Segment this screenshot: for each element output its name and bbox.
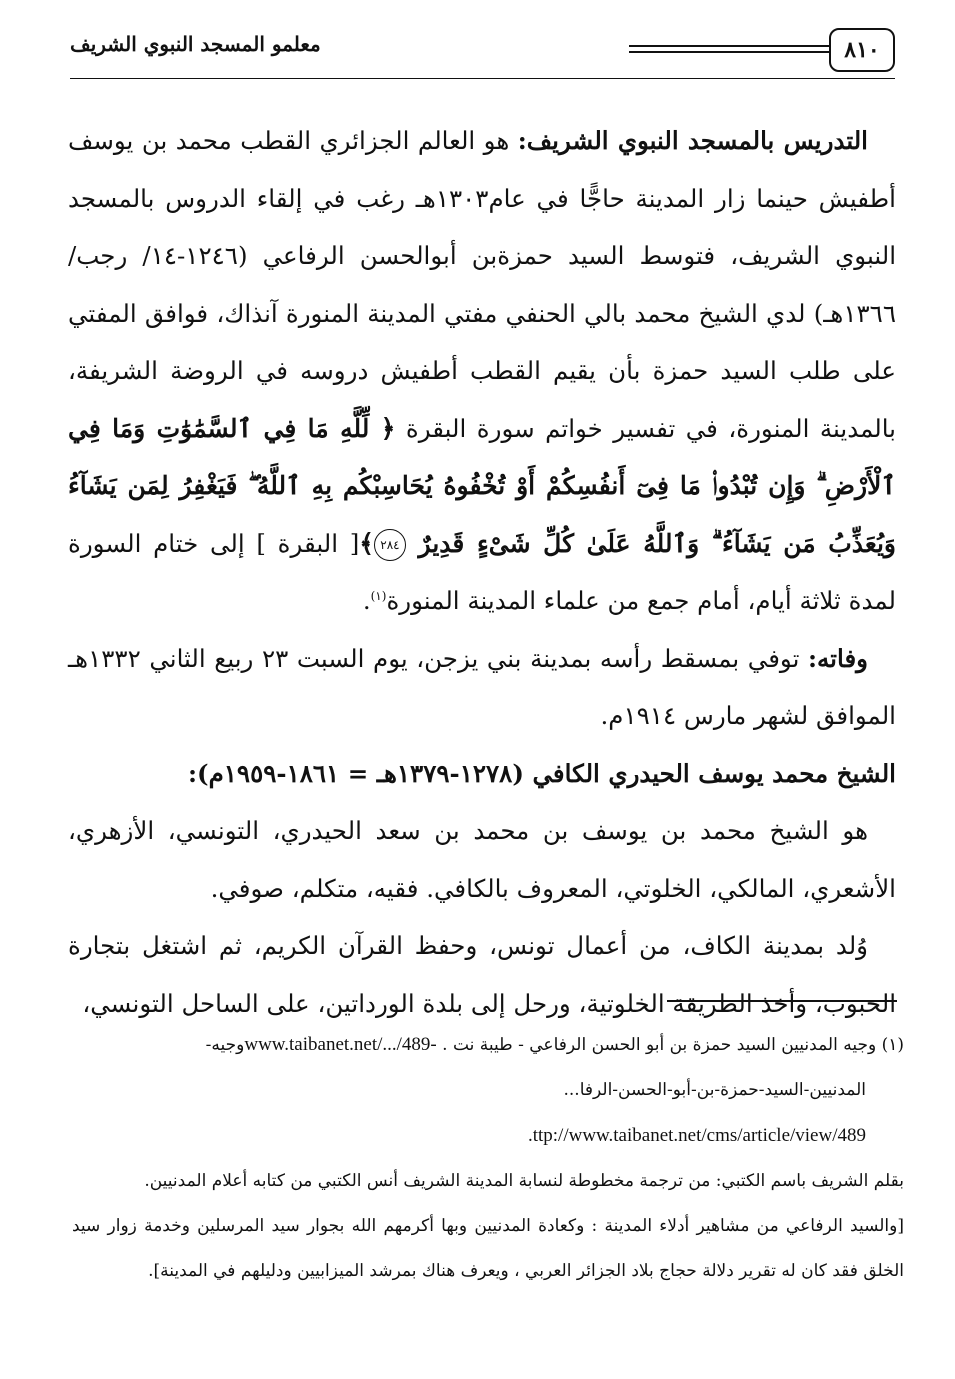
footnotes <box>72 1022 904 1294</box>
footnote-1-line3 <box>72 1113 904 1159</box>
text-surah-ref: [ البقرة ] إلى ختام السورة لمدة ثلاثة أيام، أمام جمع من علماء المدينة المنورة <box>68 528 896 615</box>
footnote-2: بقلم الشريف باسم الكتبي: من ترجمة مخطوطة لنسابة المدينة الشريف أنس الكتبي من كتابه أعلام المدنيين. <box>144 1171 904 1191</box>
header-double-rule <box>629 45 829 47</box>
paragraph-bio: هو الشيخ محمد بن يوسف بن محمد بن سعد الحيدري، التونسي، الأزهري، الأشعري، المالكي، الخلوتي، المعروف بالكافي. فقيه، متكلم، صوفي. <box>68 816 896 903</box>
footnote-1-line2: المدنيين-السيد-حمزة-بن-أبو-الحسن-الرفا... <box>563 1080 866 1100</box>
page-header <box>70 24 895 82</box>
heading-teaching: التدريس بالمسجد النبوي الشريف: <box>517 126 868 155</box>
heading-sheikh-haidari: الشيخ محمد يوسف الحيدري الكافي (١٢٧٨-١٣٧٩هـ = ١٨٦١-١٩٥٩م): <box>187 758 896 788</box>
quran-close-bracket: ﴾ <box>359 528 374 558</box>
footnote-3: [والسيد الرفاعي من مشاهير أدلاء المدينة : وكعادة المدنيين وبها أكرمهم الله بجوار سيد المرسلين وخدمة زوار سيد الخلق فقد كان له تقرير دلالة حجاج بلاد الجزائر العربي ، ويعرف هناك بمرشد الميزابيين ودليلهم في المدينة]. <box>72 1216 904 1281</box>
quran-open-bracket: ﴿ <box>380 413 396 443</box>
running-title: معلمو المسجد النبوي الشريف <box>70 32 321 56</box>
paragraph-birth: وُلد بمدينة الكاف، من أعمال تونس، وحفظ القرآن الكريم، ثم اشتغل بتجارة الحبوب، وأخذ الطريقة الخلوتية، ورحل إلى بلدة الورداتين، على الساحل التونسي، <box>68 931 896 1018</box>
text-end: . <box>362 586 371 615</box>
footnote-1-tail: وجيه- <box>205 1035 245 1055</box>
text-teaching: هو العالم الجزائري القطب محمد بن يوسف أطفيش حينما زار المدينة حاجًّا في عام١٣٠٣هـ رغب في إلقاء الدروس بالمسجد النبوي الشريف، فتوسط السيد حمزةبن أبوالحسن الرفاعي (١٢٤٦-١٤/ رجب/ ١٣٦٦هـ) لدي الشيخ محمد بالي الحنفي مفتي المدينة المنورة آنذاك، فوافق المفتي على طلب السيد حمزة بأن يقيم القطب أطفيش دروسه في الروضة الشريفة، بالمدينة المنورة، في تفسير خواتم سورة البقرة <box>68 126 897 443</box>
footnote-1 <box>72 1022 904 1068</box>
main-text <box>68 112 896 1032</box>
footnote-1-url[interactable]: www.taibanet.net/.../489- <box>244 1034 437 1055</box>
heading-death: وفاته: <box>807 643 868 673</box>
footnote-1-url2[interactable]: .ttp://www.taibanet.net/cms/article/view/489 <box>527 1125 866 1146</box>
page-number: ٨١٠ <box>829 28 895 72</box>
paragraph-death <box>68 630 896 745</box>
text-death: توفي بمسقط رأسه بمدينة بني يزجن، يوم السبت ٢٣ ربيع الثاني ١٣٣٢هـ الموافق لشهر مارس ١٩١٤م. <box>68 643 896 730</box>
footnote-1-lead: (١) وجيه المدنيين السيد حمزة بن أبو الحسن الرفاعي - طيبة نت . <box>436 1035 904 1055</box>
ayah-number-marker: ٢٨٤ <box>374 529 406 561</box>
paragraph-teaching <box>68 112 896 630</box>
footnote-mark: (١) <box>370 588 387 603</box>
footnote-separator <box>667 1000 897 1002</box>
header-underline <box>70 78 895 79</box>
quran-verse: لِّلَّهِ مَا فِي ٱلسَّمَٰوَٰتِ وَمَا فِي ٱلْأَرْضِ ۗ وَإِن تُبْدُوا۟ مَا فِىٓ أَنفُسِكُمْ أَوْ تُخْفُوهُ يُحَاسِبْكُم بِهِ ٱللَّهُ ۖ فَيَغْفِرُ لِمَن يَشَآءُ وَيُعَذِّبُ مَن يَشَآءُ ۗ وَٱللَّهُ عَلَىٰ كُلِّ شَىْءٍ قَدِيرٌ <box>68 413 896 558</box>
